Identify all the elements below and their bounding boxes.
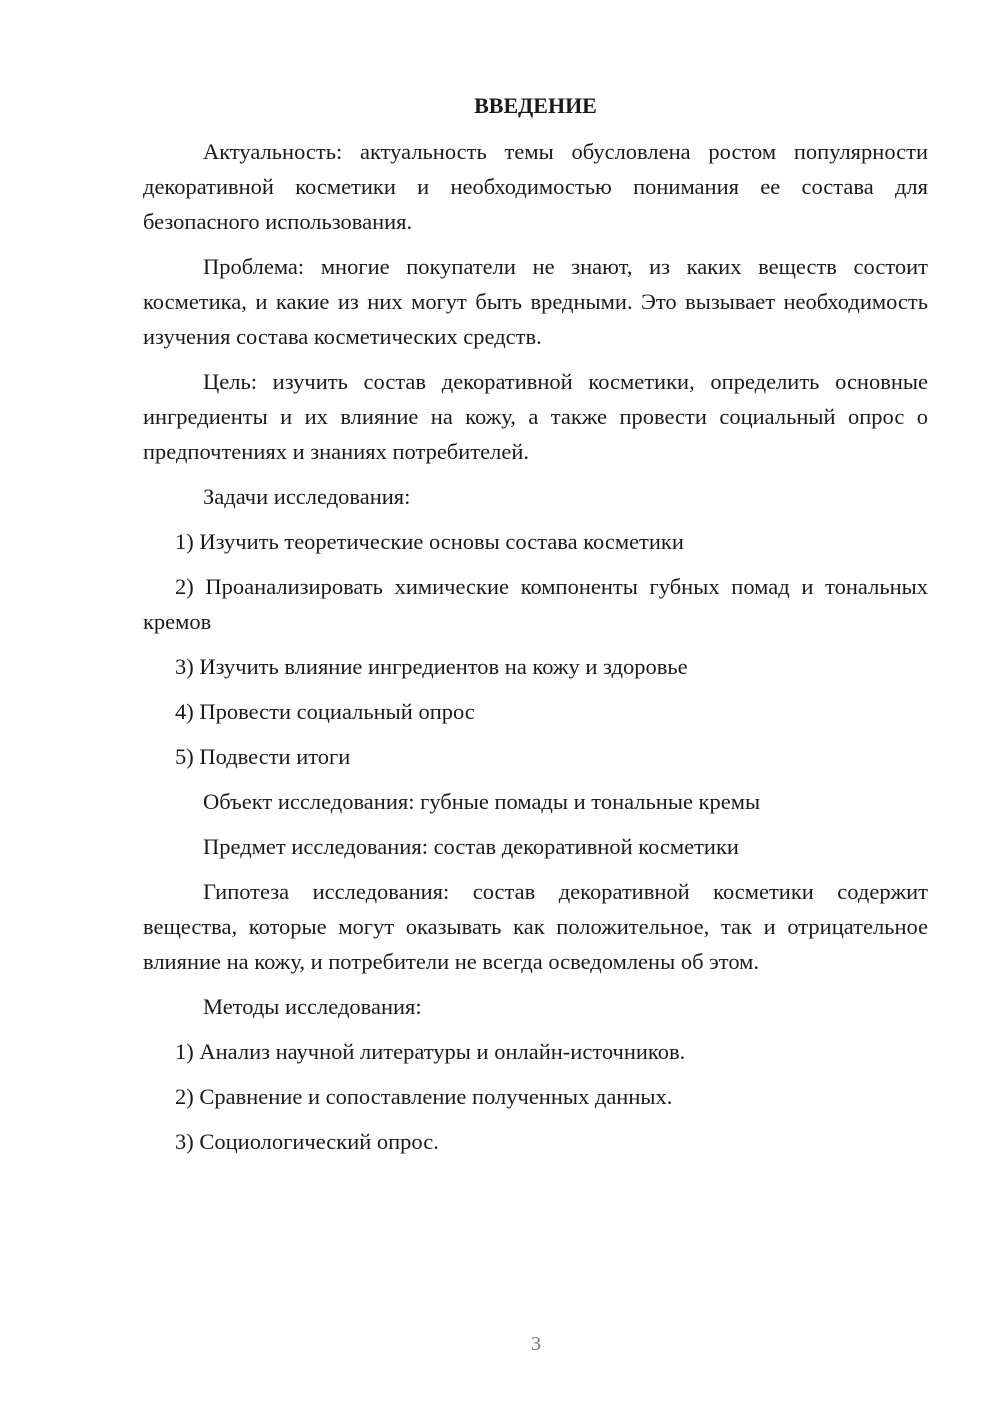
methods-heading: Методы исследования:: [203, 994, 422, 1019]
task-item-1: 1) Изучить теоретические основы состава косметики: [175, 529, 684, 554]
method-item-2: 2) Сравнение и сопоставление полученных данных.: [175, 1084, 673, 1109]
relevance-paragraph: Актуальность: актуальность темы обусловлена ростом популярности декоративной косметики и необходимостью понимания ее состава для безопасного использования.: [143, 139, 928, 234]
page-number: 3: [531, 1333, 541, 1355]
document-body: [143, 88, 928, 1159]
hypothesis-paragraph: Гипотеза исследования: состав декоративной косметики содержит вещества, которые могут оказывать как положительное, так и отрицательное влияние на кожу, и потребители не всегда осведомлены об этом.: [143, 879, 928, 974]
method-item-1: 1) Анализ научной литературы и онлайн-источников.: [175, 1039, 686, 1064]
page-title: ВВЕДЕНИЕ: [474, 93, 597, 118]
problem-paragraph: Проблема: многие покупатели не знают, из каких веществ состоит косметика, и какие из них могут быть вредными. Это вызывает необходимость изучения состава косметических средств.: [143, 254, 928, 349]
goal-paragraph: Цель: изучить состав декоративной косметики, определить основные ингредиенты и их влияние на кожу, а также провести социальный опрос о предпочтениях и знаниях потребителей.: [143, 369, 928, 464]
method-item-3: 3) Социологический опрос.: [175, 1129, 439, 1154]
subject-paragraph: Предмет исследования: состав декоративной косметики: [203, 834, 739, 859]
object-paragraph: Объект исследования: губные помады и тональные кремы: [203, 789, 761, 814]
task-item-2: 2) Проанализировать химические компоненты губных помад и тональных кремов: [143, 574, 928, 634]
tasks-heading: Задачи исследования:: [203, 484, 411, 509]
task-item-5: 5) Подвести итоги: [175, 744, 351, 769]
task-item-3: 3) Изучить влияние ингредиентов на кожу и здоровье: [175, 654, 688, 679]
task-item-4: 4) Провести социальный опрос: [175, 699, 475, 724]
